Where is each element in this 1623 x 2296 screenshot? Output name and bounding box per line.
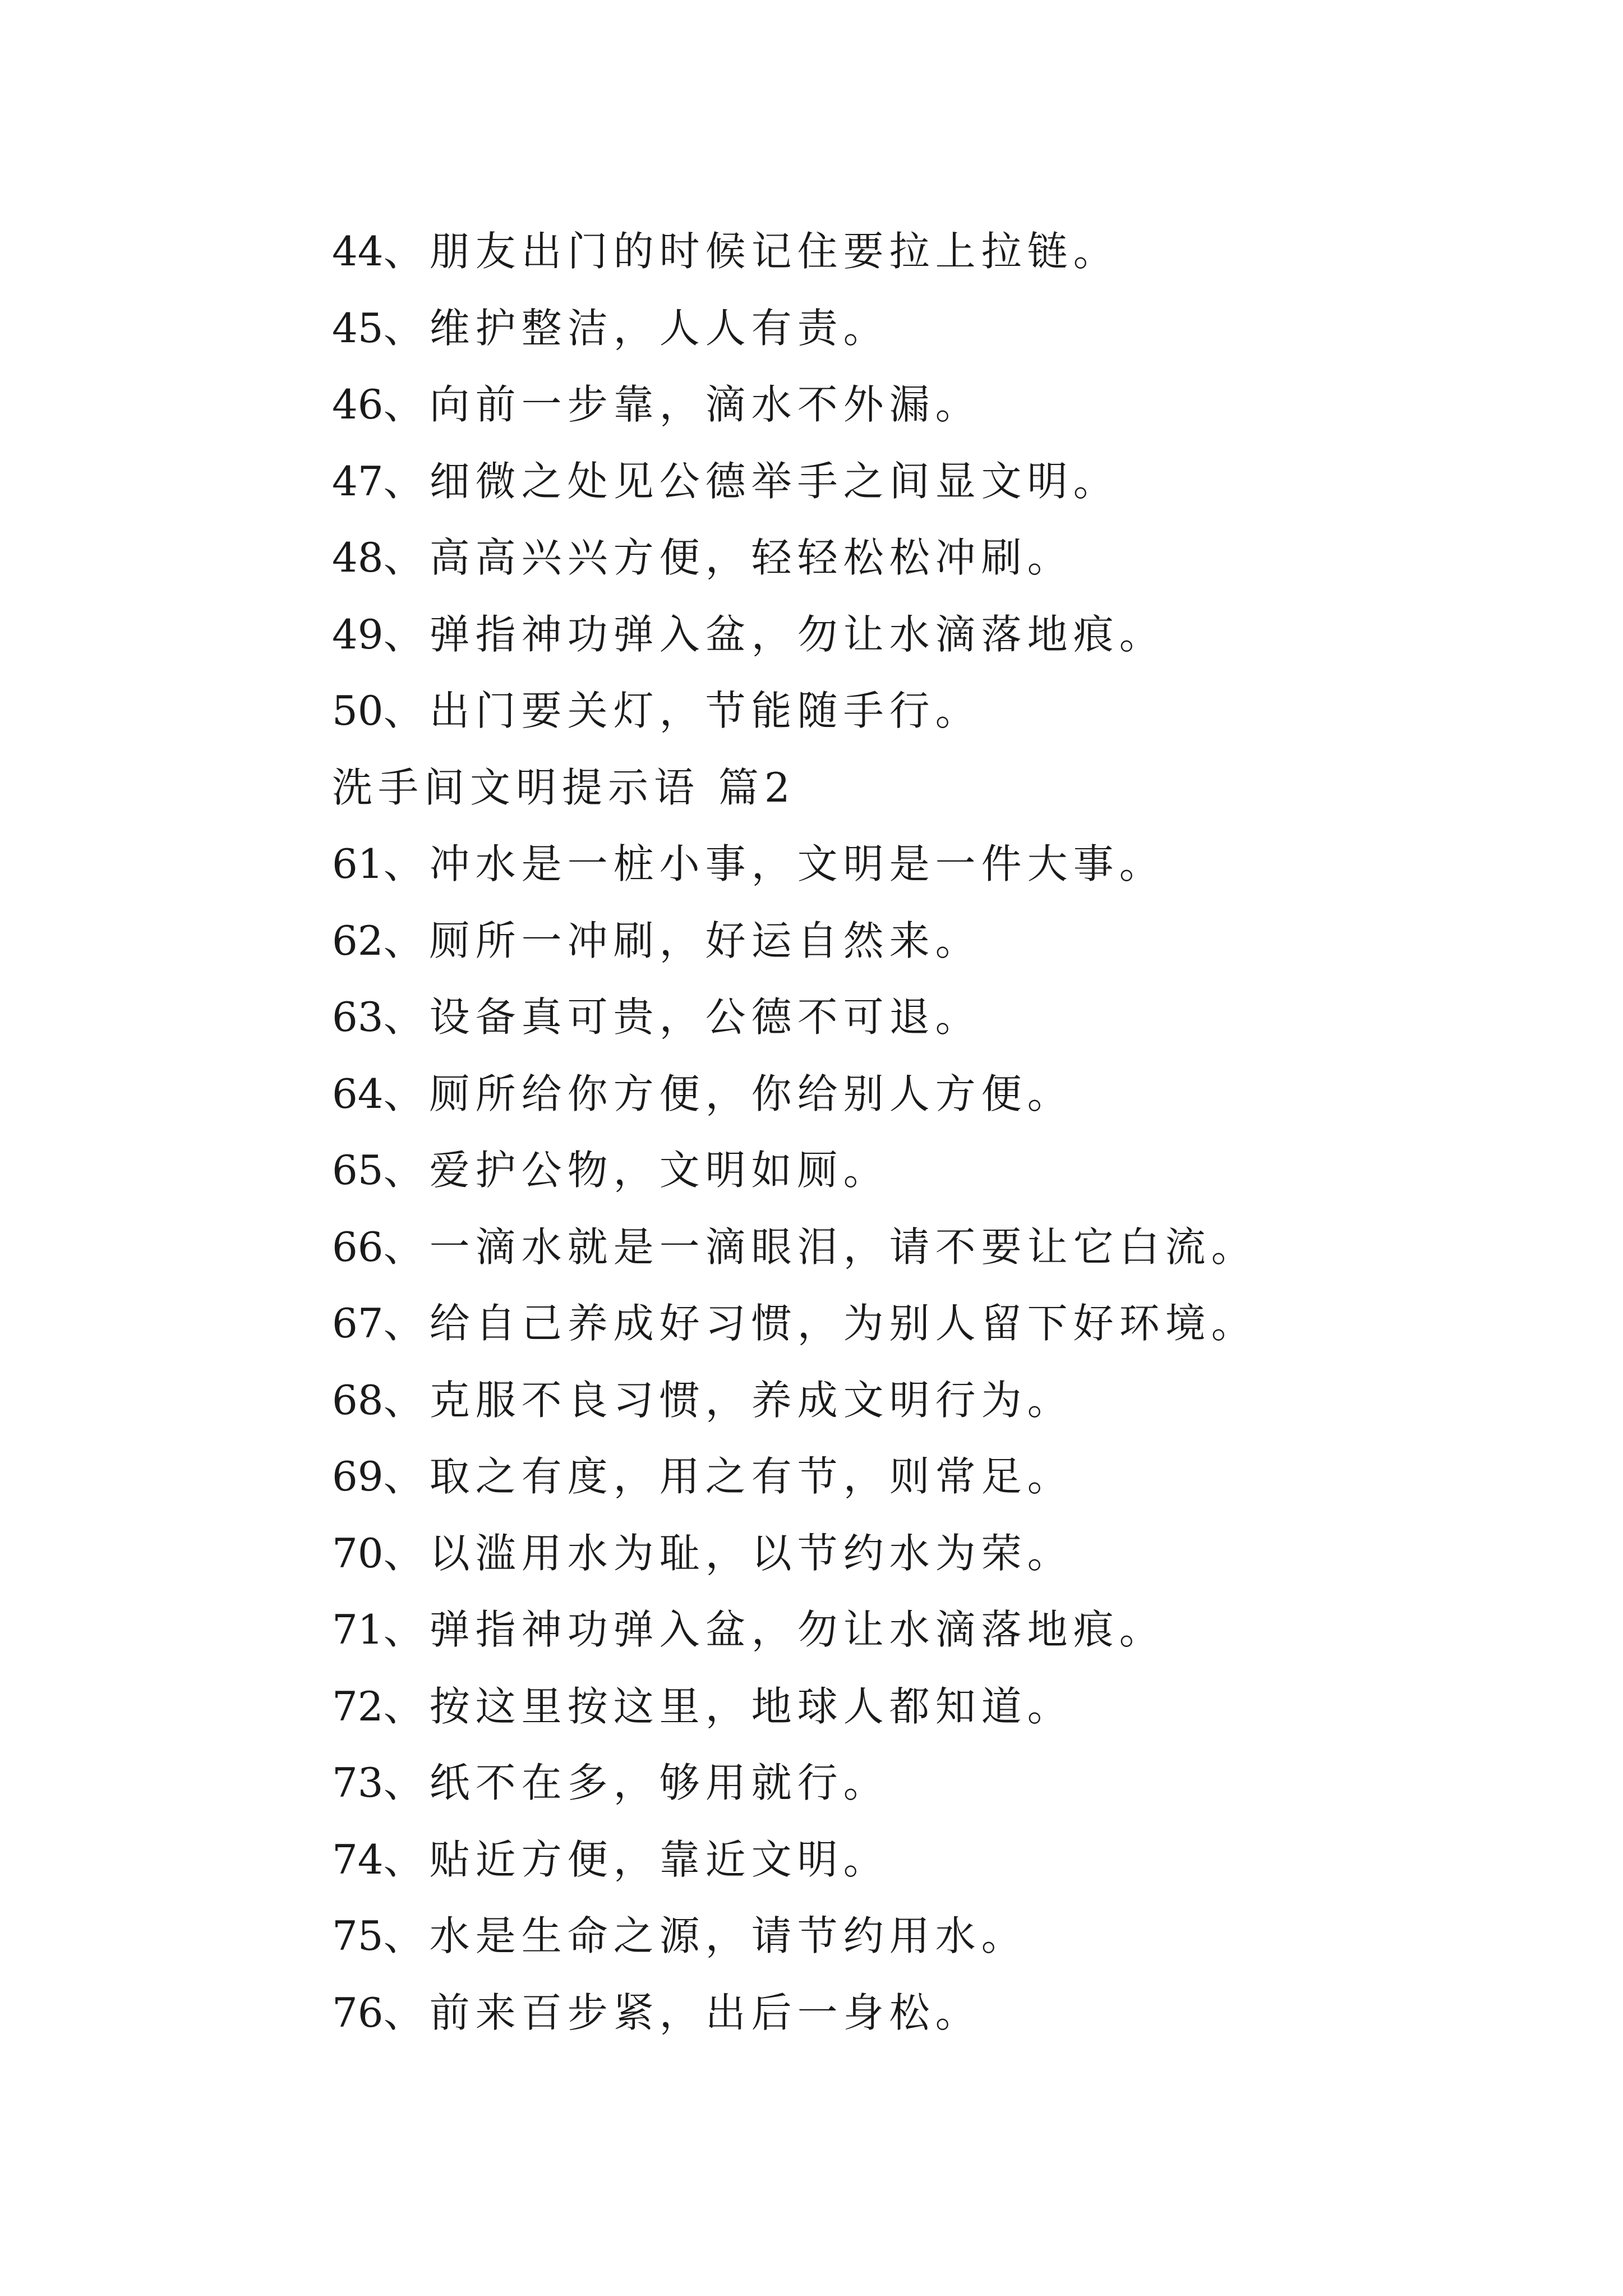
item-number: 69 [332,1453,384,1500]
list-item [332,1362,1566,1439]
item-text: 、给自己养成好习惯，为别人留下好环境。 [383,1300,1257,1347]
item-text: 、维护整洁，人人有责。 [383,304,889,352]
item-text: 、细微之处见公德举手之间显文明。 [383,457,1119,505]
list-item [332,1132,1566,1209]
item-text: 、厕所一冲刷，好运自然来。 [383,917,981,964]
item-number: 48 [332,534,384,581]
item-text: 、取之有度，用之有节，则常足。 [383,1453,1073,1500]
item-number: 45 [332,304,384,352]
item-text: 、贴近方便，靠近文明。 [383,1835,889,1883]
list-item [332,1975,1566,2051]
item-number: 74 [332,1835,384,1883]
item-number: 61 [332,840,384,887]
item-number: 72 [332,1682,384,1730]
item-number: 50 [332,687,384,734]
item-text: 、冲水是一桩小事，文明是一件大事。 [383,840,1165,887]
item-text: 、弹指神功弹入盆，勿让水滴落地痕。 [383,610,1165,658]
item-number: 65 [332,1147,384,1194]
item-text: 、厕所给你方便，你给别人方便。 [383,1070,1073,1117]
list-item [332,519,1566,596]
list-item [332,1515,1566,1592]
item-number: 47 [332,457,384,505]
list-item [332,1668,1566,1745]
item-number: 49 [332,610,384,658]
item-number: 68 [332,1376,384,1424]
list-item [332,1438,1566,1515]
list-item [332,1898,1566,1975]
item-number: 66 [332,1223,384,1271]
list-item [332,1056,1566,1133]
item-number: 75 [332,1912,384,1959]
document-body [332,213,1566,2051]
item-number: 44 [332,228,384,275]
list-item [332,290,1566,367]
list-item [332,826,1566,903]
item-text: 、以滥用水为耻，以节约水为荣。 [383,1529,1073,1577]
list-item [332,1209,1566,1286]
item-text: 、水是生命之源，请节约用水。 [383,1912,1027,1959]
list-item [332,596,1566,673]
list-item [332,1591,1566,1668]
item-text: 、按这里按这里，地球人都知道。 [383,1682,1073,1730]
item-number: 64 [332,1070,384,1117]
item-text: 、克服不良习惯，养成文明行为。 [383,1376,1073,1424]
item-number: 62 [332,917,384,964]
item-number: 63 [332,993,384,1041]
list-item [332,1821,1566,1898]
item-text: 、向前一步靠，滴水不外漏。 [383,381,981,428]
item-text: 、一滴水就是一滴眼泪，请不要让它白流。 [383,1223,1257,1271]
list-item [332,443,1566,520]
item-text: 、朋友出门的时候记住要拉上拉链。 [383,228,1119,275]
item-text: 、出门要关灯，节能随手行。 [383,687,981,734]
item-number: 71 [332,1606,384,1653]
item-text: 、高高兴兴方便，轻轻松松冲刷。 [383,534,1073,581]
list-item [332,673,1566,749]
item-number: 70 [332,1529,384,1577]
item-number: 76 [332,1989,384,2036]
item-text: 、设备真可贵，公德不可退。 [383,993,981,1041]
section-heading: 洗手间文明提示语 篇2 [332,763,796,811]
item-text: 、纸不在多，够用就行。 [383,1759,889,1806]
list-item [332,1285,1566,1362]
item-number: 73 [332,1759,384,1806]
item-number: 46 [332,381,384,428]
item-text: 、弹指神功弹入盆，勿让水滴落地痕。 [383,1606,1165,1653]
list-item [332,366,1566,443]
item-text: 、爱护公物，文明如厕。 [383,1147,889,1194]
list-item [332,1745,1566,1821]
list-item [332,213,1566,290]
list-item [332,979,1566,1056]
item-text: 、前来百步紧，出后一身松。 [383,1989,981,2036]
item-number: 67 [332,1300,384,1347]
list-item [332,903,1566,979]
